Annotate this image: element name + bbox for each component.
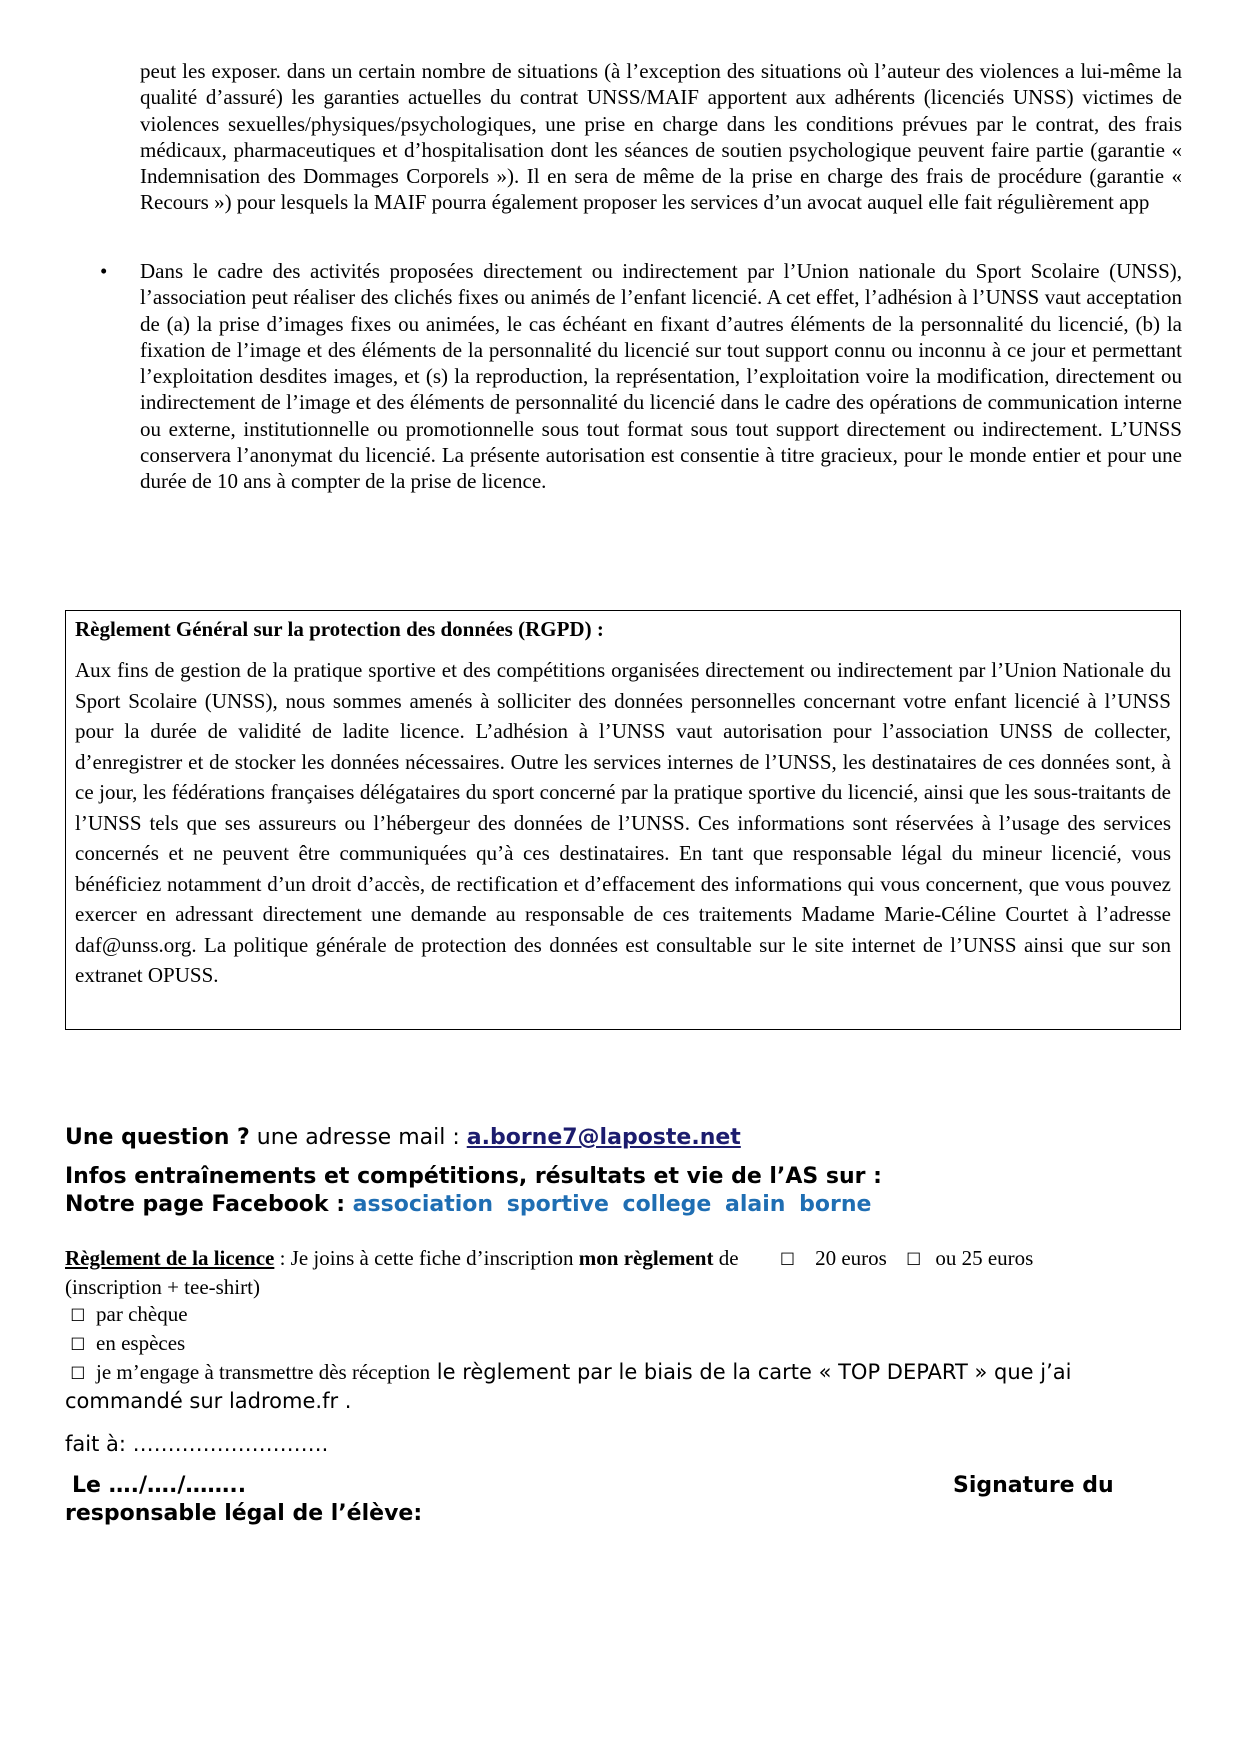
contact-line [65,1123,741,1153]
option-cheque [65,1301,1185,1330]
signature-label-line2: responsable légal de l’élève: [65,1501,423,1526]
insurance-paragraph: peut les exposer. dans un certain nombre de situations (à l’exception des situations où l’auteur des violences a lui-même la qualité d’assuré) les garanties actuelles du contrat UNSS/MAIF apportent aux adhérents (licenciés UNSS) victimes de violences sexuelles/physiques/psychologiques, une prise en charge dans les conditions prévues par le contrat, des frais médicaux, pharmaceutiques et d’hospitalisation dont les séances de soutien psychologique peuvent faire partie (garantie « Indemnisation des Dommages Corporels »). Il en sera de même de la prise en charge des frais de procédure (garantie « Recours ») pour lesquels la MAIF pourra également proposer les services d’un avocat auquel elle fait régulièrement app [140,59,1182,215]
option-cash-label: en espèces [96,1331,186,1355]
bullet-icon: • [100,259,108,283]
rgpd-title: Règlement Général sur la protection des données (RGPD) : [75,617,604,641]
contact-email-link[interactable]: a.borne7@laposte.net [466,1125,741,1150]
payment-bold: mon règlement [578,1246,714,1270]
payment-intro-line [65,1245,1185,1274]
checkbox-cash[interactable]: ☐ [70,1335,86,1355]
signature-label: Signature du [953,1473,1114,1498]
option-cash [65,1330,1185,1359]
checkbox-20-euros[interactable]: ☐ [779,1250,796,1270]
option-card-detail: le règlement par le biais de la carte « TOP DEPART » que j’ai commandé sur ladrome.fr . [65,1360,1072,1413]
amount-20-label: 20 euros [815,1246,887,1270]
payment-intro: : Je joins à cette fiche d’inscription [274,1246,579,1270]
fait-a-field: fait à: ………………………. [65,1432,329,1456]
rgpd-box [65,610,1181,1030]
payment-after-bold: de [713,1246,739,1270]
date-field: Le …./…./…….. [72,1473,247,1498]
facebook-line [65,1191,882,1219]
infos-line: Infos entraînements et compétitions, résultats et vie de l’AS sur : [65,1164,882,1189]
checkbox-cheque[interactable]: ☐ [70,1306,86,1326]
amount-25-label: ou 25 euros [935,1246,1034,1270]
payment-note: (inscription + tee-shirt) [65,1275,260,1299]
payment-section [65,1245,1185,1415]
checkbox-card[interactable]: ☐ [70,1364,86,1384]
rgpd-body: Aux fins de gestion de la pratique sportive et des compétitions organisées directement ou indirectement par l’Union Nationale du Sport Scolaire (UNSS), nous sommes amenés à solliciter des données personnelles concernant votre enfant licencié à l’UNSS pour la durée de validité de ladite licence. L’adhésion à l’UNSS vaut autorisation pour l’association UNSS de collecter, d’enregistrer et de stocker les données nécessaires. Outre les services internes de l’UNSS, les destinataires de ces données sont, à ce jour, les fédérations françaises délégataires du sport concerné par la pratique sportive du licencié, ainsi que les sous-traitants de l’UNSS tels que ses assureurs ou l’hébergeur des données de l’UNSS. Ces informations sont réservées à l’usage des services concernés et ne peuvent être communiquées qu’à ces destinataires. En tant que responsable légal du mineur licencié, vous bénéficiez notamment d’un droit d’accès, de rectification et d’effacement des informations qui vous concernent, que vous pouvez exercer en adressant directement une demande au responsable de ces traitements Madame Marie-Céline Courtet à l’adresse daf@unss.org. La politique générale de protection des données est consultable sur le site internet de l’UNSS ainsi que sur son extranet OPUSS. [75,658,1171,987]
infos-block [65,1163,882,1219]
image-rights-paragraph: Dans le cadre des activités proposées directement ou indirectement par l’Union nationale du Sport Scolaire (UNSS), l’association peut réaliser des clichés fixes ou animés de l’enfant licencié. A cet effet, l’adhésion à l’UNSS vaut acceptation de (a) la prise d’images fixes ou animées, le cas échéant en fixant d’autres éléments de la personnalité du licencié, (b) la fixation de l’image et des éléments de la personnalité du licencié sur tout support connu ou inconnu à ce jour et permettant l’exploitation desdites images, et (s) la reproduction, la représentation, l’exploitation voire la modification, directement ou indirectement de l’image et des éléments de personnalité du licencié dans le cadre des opérations de communication interne ou externe, institutionnelle ou promotionnelle sous tout format sous tout support directement ou indirectement. L’UNSS conservera l’anonymat du licencié. La présente autorisation est consentie à titre gracieux, pour le monde entier et pour une durée de 10 ans à compter de la prise de licence. [140,259,1182,494]
facebook-label: Notre page Facebook : [65,1192,353,1217]
question-label: Une question ? [65,1125,250,1150]
mail-label: une adresse mail : [249,1125,467,1150]
checkbox-25-euros[interactable]: ☐ [906,1250,922,1270]
facebook-page-link[interactable]: association sportive college alain borne [352,1192,872,1217]
option-card [65,1359,1185,1415]
option-cheque-label: par chèque [96,1302,188,1326]
option-card-label: je m’engage à transmettre dès réception [96,1360,431,1384]
payment-title: Règlement de la licence [65,1246,275,1270]
